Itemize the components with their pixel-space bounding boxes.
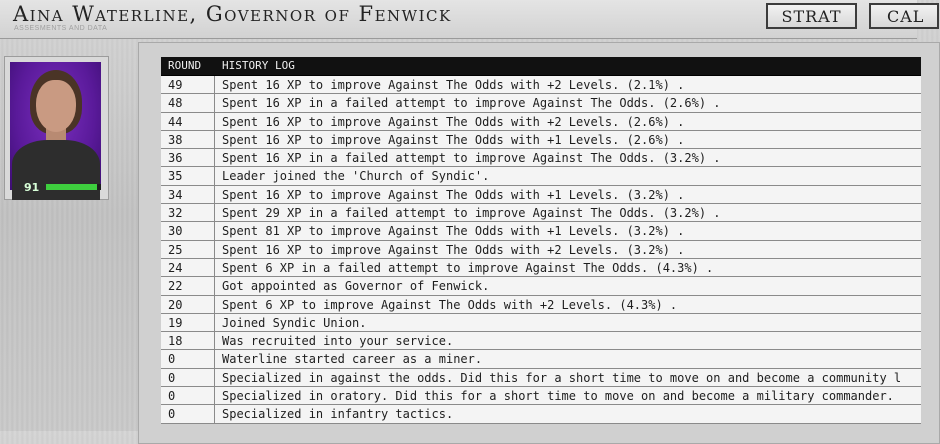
history-table: [161, 57, 921, 424]
health-bar: [46, 184, 101, 190]
table-header: [161, 57, 921, 76]
page-subtitle: ASSESMENTS AND DATA: [14, 25, 108, 32]
log-cell: Spent 16 XP in a failed attempt to improve Against The Odds. (2.6%) .: [222, 96, 721, 111]
cal-button[interactable]: CAL: [869, 3, 939, 29]
round-cell: 48: [161, 94, 215, 111]
table-row: [161, 167, 921, 185]
history-rows: [161, 76, 921, 424]
log-cell: Spent 81 XP to improve Against The Odds with +1 Levels. (3.2%) .: [222, 224, 685, 239]
column-round: ROUND: [168, 59, 202, 72]
leader-portrait[interactable]: [4, 56, 109, 200]
table-row: [161, 149, 921, 167]
table-row: [161, 350, 921, 368]
log-cell: Spent 16 XP to improve Against The Odds with +2 Levels. (3.2%) .: [222, 242, 685, 257]
log-cell: Got appointed as Governor of Fenwick.: [222, 279, 490, 294]
round-cell: 32: [161, 204, 215, 221]
table-row: [161, 186, 921, 204]
strat-button[interactable]: STRAT: [766, 3, 857, 29]
table-row: [161, 241, 921, 259]
round-cell: 18: [161, 332, 215, 349]
log-cell: Was recruited into your service.: [222, 334, 454, 349]
log-cell: Spent 16 XP in a failed attempt to improve Against The Odds. (3.2%) .: [222, 151, 721, 166]
log-cell: Joined Syndic Union.: [222, 315, 367, 330]
log-cell: Leader joined the 'Church of Syndic'.: [222, 169, 490, 184]
log-cell: Specialized in oratory. Did this for a short time to move on and become a military commander.: [222, 389, 894, 404]
log-cell: Spent 16 XP to improve Against The Odds with +2 Levels. (2.1%) .: [222, 78, 685, 92]
log-cell: Spent 6 XP in a failed attempt to improve Against The Odds. (4.3%) .: [222, 260, 714, 275]
health-bar-fill: [46, 184, 97, 190]
log-cell: Spent 29 XP in a failed attempt to improve Against The Odds. (3.2%) .: [222, 206, 721, 221]
table-row: [161, 204, 921, 222]
table-row: [161, 113, 921, 131]
table-row: [161, 387, 921, 405]
log-cell: Spent 16 XP to improve Against The Odds with +1 Levels. (3.2%) .: [222, 187, 685, 202]
round-cell: 22: [161, 277, 215, 294]
log-cell: Spent 16 XP to improve Against The Odds with +2 Levels. (2.6%) .: [222, 114, 685, 129]
log-cell: Spent 6 XP to improve Against The Odds with +2 Levels. (4.3%) .: [222, 297, 678, 312]
log-cell: Waterline started career as a miner.: [222, 352, 483, 367]
round-cell: 44: [161, 113, 215, 130]
table-row: [161, 314, 921, 332]
log-cell: Specialized in infantry tactics.: [222, 407, 454, 422]
table-row: [161, 332, 921, 350]
round-cell: 0: [161, 405, 215, 422]
page-title: Aina Waterline, Governor of Fenwick: [13, 2, 452, 26]
title-bar: [0, 0, 925, 39]
health-value: 91: [24, 181, 40, 194]
round-cell: 0: [161, 387, 215, 404]
table-row: [161, 259, 921, 277]
round-cell: 25: [161, 241, 215, 258]
round-cell: 24: [161, 259, 215, 276]
column-history-log: HISTORY LOG: [222, 59, 295, 72]
round-cell: 20: [161, 296, 215, 313]
portrait-image: [10, 62, 101, 194]
round-cell: 19: [161, 314, 215, 331]
round-cell: 34: [161, 186, 215, 203]
round-cell: 38: [161, 131, 215, 148]
table-row: [161, 94, 921, 112]
round-cell: 30: [161, 222, 215, 239]
table-row: [161, 369, 921, 387]
table-row: [161, 222, 921, 240]
table-row: [161, 131, 921, 149]
round-cell: 0: [161, 369, 215, 386]
log-cell: Spent 16 XP to improve Against The Odds with +1 Levels. (2.6%) .: [222, 132, 685, 147]
round-cell: 49: [161, 76, 215, 93]
table-row: [161, 277, 921, 295]
round-cell: 36: [161, 149, 215, 166]
round-cell: 0: [161, 350, 215, 367]
table-row: [161, 405, 921, 423]
round-cell: 35: [161, 167, 215, 184]
table-row: [161, 76, 921, 94]
table-row: [161, 296, 921, 314]
portrait-face: [36, 80, 76, 132]
log-cell: Specialized in against the odds. Did this for a short time to move on and become a community l: [222, 370, 902, 385]
